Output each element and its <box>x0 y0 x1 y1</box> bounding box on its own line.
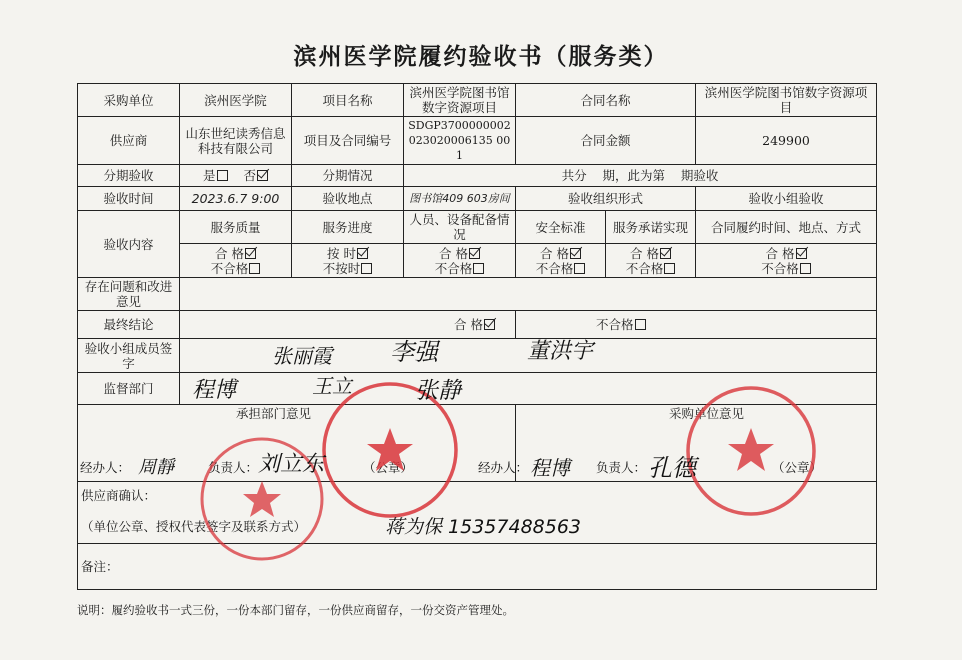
promise-header: 服务承诺实现 <box>606 211 696 244</box>
amount-value: 249900 <box>696 117 877 165</box>
footnote: 说明：履约验收书一式三份，一份本部门留存，一份供应商留存，一份交资产管理处。 <box>77 603 514 617</box>
leader1-label: 负责人： <box>208 460 259 475</box>
supervise-label: 监督部门 <box>78 373 180 405</box>
fail-label: 不合格 <box>210 260 249 276</box>
project-no-label: 项目及合同编号 <box>292 117 404 165</box>
install-yes-label: 是 <box>203 168 216 183</box>
quality-header: 服务质量 <box>180 211 292 244</box>
final-label: 最终结论 <box>78 311 180 339</box>
time-value: 2023.6.7 9:00 <box>180 187 292 211</box>
contract-time-header: 合同履约时间、地点、方式 <box>696 211 877 244</box>
supplier-label: 供应商 <box>78 117 180 165</box>
install-info-label: 分期情况 <box>292 165 404 187</box>
supervise1-signature: 程博 <box>192 378 237 403</box>
seal1-label: （公章） <box>363 460 414 475</box>
install-no-checkbox[interactable] <box>257 170 268 181</box>
project-label: 项目名称 <box>292 84 404 117</box>
supervise3-signature: 张静 <box>415 378 461 404</box>
progress-header: 服务进度 <box>292 211 404 244</box>
time-label: 验收时间 <box>78 187 180 211</box>
asset-office-seal-stamp <box>682 382 823 520</box>
contract-time-options <box>696 244 877 278</box>
pass-label: 合 格 <box>765 245 795 261</box>
seal2-label: （公章） <box>772 460 823 475</box>
quality-fail-checkbox[interactable] <box>249 263 260 274</box>
supplier-confirm-label: 供应商确认： <box>81 488 157 503</box>
buyer-label: 采购单位 <box>78 84 180 117</box>
contract-time-fail-checkbox[interactable] <box>800 263 811 274</box>
member1-signature: 张丽霞 <box>272 344 332 368</box>
buyer-opinion-label: 采购单位意见 <box>669 406 745 421</box>
final-pass-label: 合 格 <box>454 317 483 332</box>
fail-label: 不合格 <box>434 260 473 276</box>
ontime-label: 按 时 <box>327 245 356 261</box>
page-title: 滨州医学院履约验收书（服务类） <box>293 43 669 70</box>
buyer-value: 滨州医学院 <box>180 84 292 117</box>
member2-signature: 李强 <box>390 338 438 366</box>
late-label: 不按时 <box>322 260 361 276</box>
project-no-value: SDGP3700000002023020006135 001 <box>404 117 516 165</box>
final-fail-checkbox[interactable] <box>635 319 646 330</box>
handler1-label: 经办人： <box>80 460 131 475</box>
issues-value[interactable] <box>180 278 877 311</box>
staff-fail-checkbox[interactable] <box>473 263 484 274</box>
leader2-signature: 孔德 <box>648 454 696 482</box>
handler2-label: 经办人： <box>478 460 529 475</box>
install-yes-checkbox[interactable] <box>217 170 228 181</box>
promise-options <box>606 244 696 278</box>
supplier-rep-signature: 蒋为保 15357488563 <box>385 516 582 538</box>
contract-time-pass-checkbox[interactable] <box>796 248 807 259</box>
handler2-signature: 程博 <box>530 456 570 480</box>
place-label: 验收地点 <box>292 187 404 211</box>
install-options <box>180 165 292 187</box>
progress-late-checkbox[interactable] <box>361 263 372 274</box>
contract-name-value: 滨州医学院图书馆数字资源项目 <box>696 84 877 117</box>
project-value: 滨州医学院图书馆数字资源项目 <box>404 84 516 117</box>
member3-signature: 董洪宇 <box>527 339 594 364</box>
promise-pass-checkbox[interactable] <box>660 248 671 259</box>
fail-label: 不合格 <box>761 260 799 276</box>
final-pass-cell <box>180 311 516 339</box>
org-label: 验收组织形式 <box>516 187 696 211</box>
safety-pass-checkbox[interactable] <box>570 248 581 259</box>
final-pass-checkbox[interactable] <box>484 319 495 330</box>
handler1-signature: 周靜 <box>138 457 174 478</box>
supplier-confirm-sub: （单位公章、授权代表签字及联系方式） <box>81 519 307 534</box>
install-no-label: 否 <box>243 168 256 183</box>
install-info-value: 共分 期，此为第 期验收 <box>404 165 877 187</box>
remark-label: 备注： <box>81 559 119 574</box>
pass-label: 合 格 <box>630 245 659 261</box>
staff-header: 人员、设备配备情况 <box>404 211 516 244</box>
fail-label: 不合格 <box>535 260 574 276</box>
fail-label: 不合格 <box>625 260 664 276</box>
pass-label: 合 格 <box>540 245 569 261</box>
supervise2-signature: 王立 <box>312 374 352 398</box>
quality-options <box>180 244 292 278</box>
safety-fail-checkbox[interactable] <box>574 263 585 274</box>
staff-pass-checkbox[interactable] <box>469 248 480 259</box>
supplier-value: 山东世纪读秀信息科技有限公司 <box>180 117 292 165</box>
promise-fail-checkbox[interactable] <box>664 263 675 274</box>
amount-label: 合同金额 <box>516 117 696 165</box>
quality-pass-checkbox[interactable] <box>245 248 256 259</box>
pass-label: 合 格 <box>439 245 468 261</box>
pass-label: 合 格 <box>215 245 244 261</box>
safety-options <box>516 244 606 278</box>
content-label: 验收内容 <box>78 211 180 278</box>
progress-ontime-checkbox[interactable] <box>357 248 368 259</box>
progress-options <box>292 244 404 278</box>
dept-opinion-label: 承担部门意见 <box>236 406 312 421</box>
members-label: 验收小组成员签字 <box>78 339 180 373</box>
contract-name-label: 合同名称 <box>516 84 696 117</box>
leader2-label: 负责人： <box>596 460 647 475</box>
final-fail-label: 不合格 <box>596 317 634 332</box>
place-value: 图书馆409 603房间 <box>404 187 516 211</box>
leader1-signature: 刘立东 <box>258 452 325 477</box>
org-value: 验收小组验收 <box>696 187 877 211</box>
issues-label: 存在问题和改进意见 <box>78 278 180 311</box>
safety-header: 安全标准 <box>516 211 606 244</box>
staff-options <box>404 244 516 278</box>
install-label: 分期验收 <box>78 165 180 187</box>
